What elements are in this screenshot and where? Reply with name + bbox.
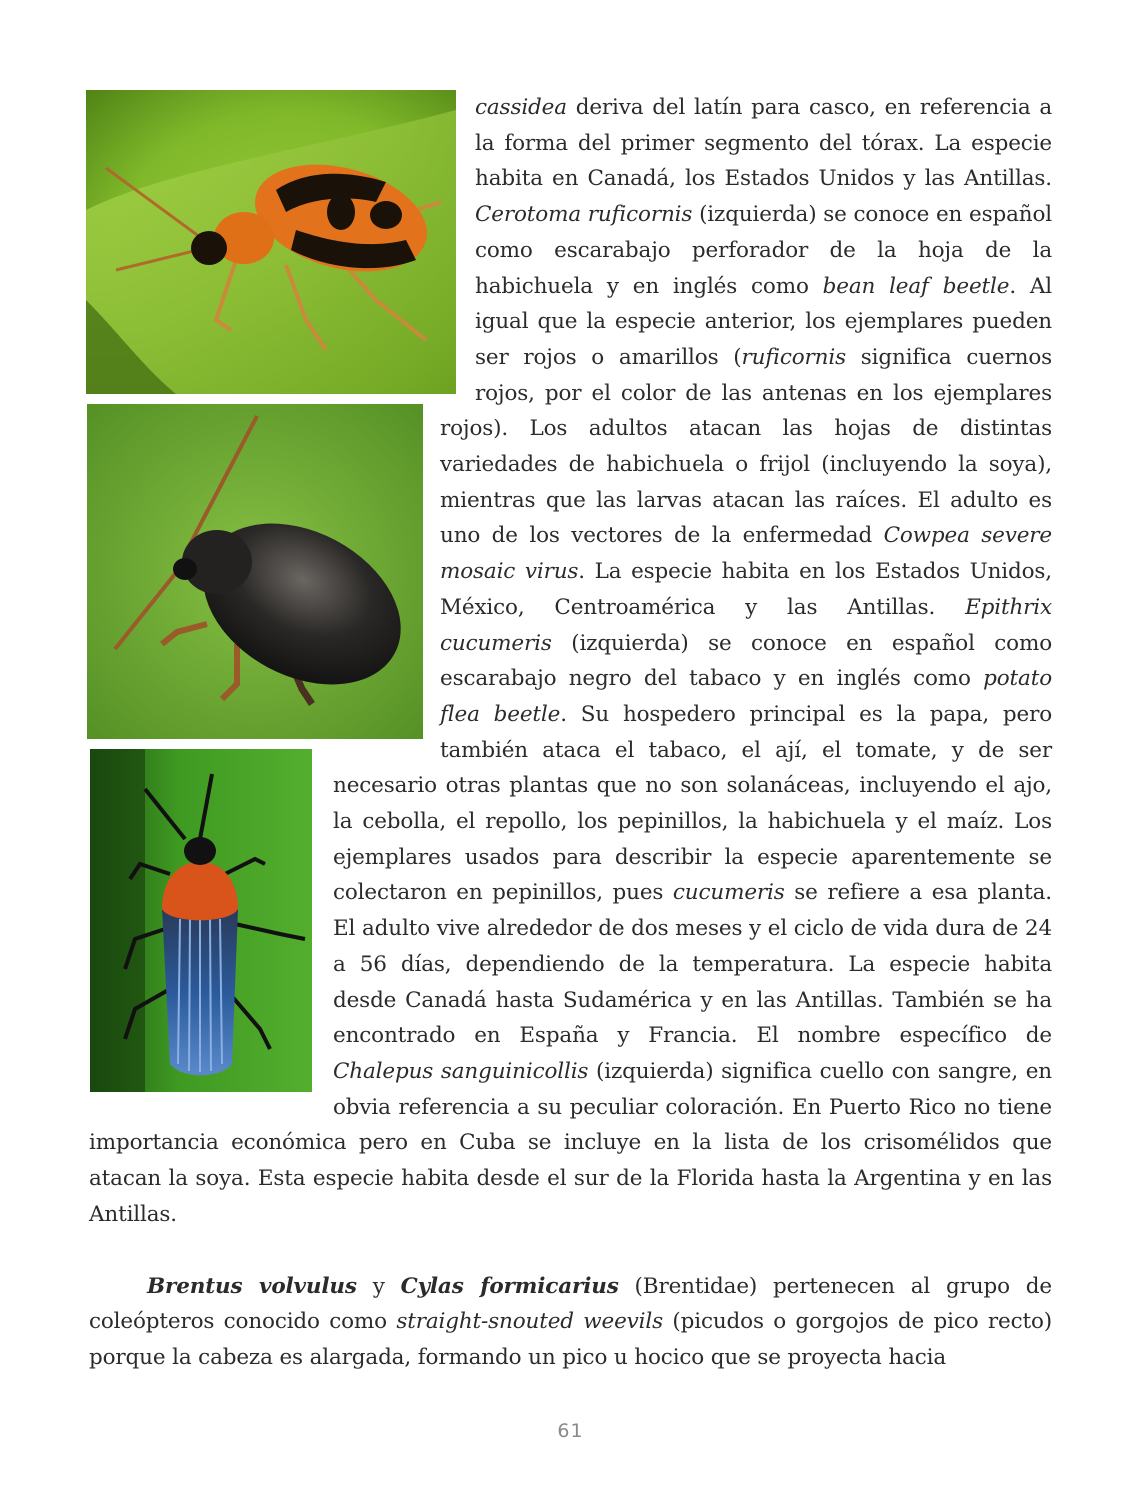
common-name-potato-flea-beetle: potato flea beetle — [440, 666, 1052, 727]
p1-text-9: (izquierda) significa cuello con sangre, en obvia referencia a su peculiar coloración. En Puerto Rico no tiene importancia económica pero en Cuba se incluye en la lista de los crisomélidos que atacan la soya. Esta especie habita desde el sur de la Florida hasta la Argentina y en las Antillas. — [89, 1058, 1052, 1227]
beetle-photo-cerotoma — [86, 90, 456, 394]
term-straight-snouted-weevils: straight-snouted weevils — [396, 1309, 663, 1335]
text-body — [89, 90, 1052, 1376]
common-name-bean-leaf-beetle: bean leaf beetle — [822, 273, 1010, 299]
p1-text-3: . Al igual que la especie anterior, los ejemplares pueden ser rojos o amarillos ( — [475, 273, 1052, 370]
p1-text-7: . Su hospedero principal es la papa, pero también ataca el tabaco, el ají, el tomate, y de ser necesario otras plantas que no son solanáceas, incluyendo el ajo, la cebolla, el repollo, los pepinillos, la habichuela y el maíz. Los ejemplares usados para describir la especie aparentemente se colectaron en pepinillos, pues — [333, 701, 1052, 906]
paragraph-gap — [89, 1233, 1052, 1269]
term-cucumeris: cucumeris — [672, 880, 785, 906]
taxon-brentus-volvulus: Brentus volvulus — [147, 1273, 357, 1299]
taxon-cassidea: cassidea — [475, 95, 567, 120]
p1-text-6: (izquierda) se conoce en español como escarabajo negro del tabaco y en inglés como — [440, 630, 1052, 692]
page-number: 61 — [557, 1420, 584, 1442]
p1-text-1: deriva del latín para casco, en referencia a la forma del primer segmento del tórax. La especie habita en Canadá, los Estados Unidos y las Antillas. — [475, 95, 1052, 192]
taxon-chalepus-sanguinicollis: Chalepus sanguinicollis — [333, 1058, 589, 1084]
p1-text-8: se refiere a esa planta. El adulto vive alrededor de dos meses y el ciclo de vida dura de 24 a 56 días, dependiendo de la temperatura. La especie habita desde Canadá hasta Sudamérica y en las Antillas. También se ha encontrado en España y Francia. El nombre específico de — [333, 880, 1052, 1049]
p2-text-1: y — [356, 1273, 401, 1299]
taxon-cylas-formicarius: Cylas formicarius — [400, 1273, 619, 1299]
p2-text-3: (picudos o gorgojos de pico recto) porque la cabeza es alargada, formando un pico u hocico que se proyecta hacia — [89, 1309, 1052, 1370]
p1-text-5: . La especie habita en los Estados Unidos, México, Centroamérica y las Antillas. — [440, 559, 1052, 620]
orange-black-beetle-photo-icon — [86, 90, 456, 394]
taxon-cerotoma-ruficornis: Cerotoma ruficornis — [475, 202, 693, 228]
black-flea-beetle-photo-icon — [87, 404, 423, 739]
p2-text-2: (Brentidae) pertenecen al grupo de coleópteros conocido como — [89, 1273, 1052, 1335]
red-blue-beetle-photo-icon — [90, 749, 312, 1092]
beetle-photo-chalepus — [90, 749, 312, 1092]
term-ruficornis: ruficornis — [741, 344, 846, 370]
virus-name: Cowpea severe mosaic virus — [440, 523, 1052, 585]
beetle-photo-epithrix — [87, 404, 423, 739]
p1-text-4: significa cuernos rojos, por el color de las antenas en los ejemplares rojos). Los adultos atacan las hojas de distintas variedades de habichuela o frijol (incluyendo la soya), mientras que las larvas atacan las raíces. El adulto es uno de los vectores de la enfermedad — [440, 344, 1052, 549]
p1-text-2: (izquierda) se conoce en español como escarabajo perforador de la hoja de la habichuela y en inglés como — [475, 202, 1052, 299]
paragraph-2 — [89, 1269, 1052, 1376]
taxon-epithrix-cucumeris: Epithrix cucumeris — [440, 594, 1052, 656]
